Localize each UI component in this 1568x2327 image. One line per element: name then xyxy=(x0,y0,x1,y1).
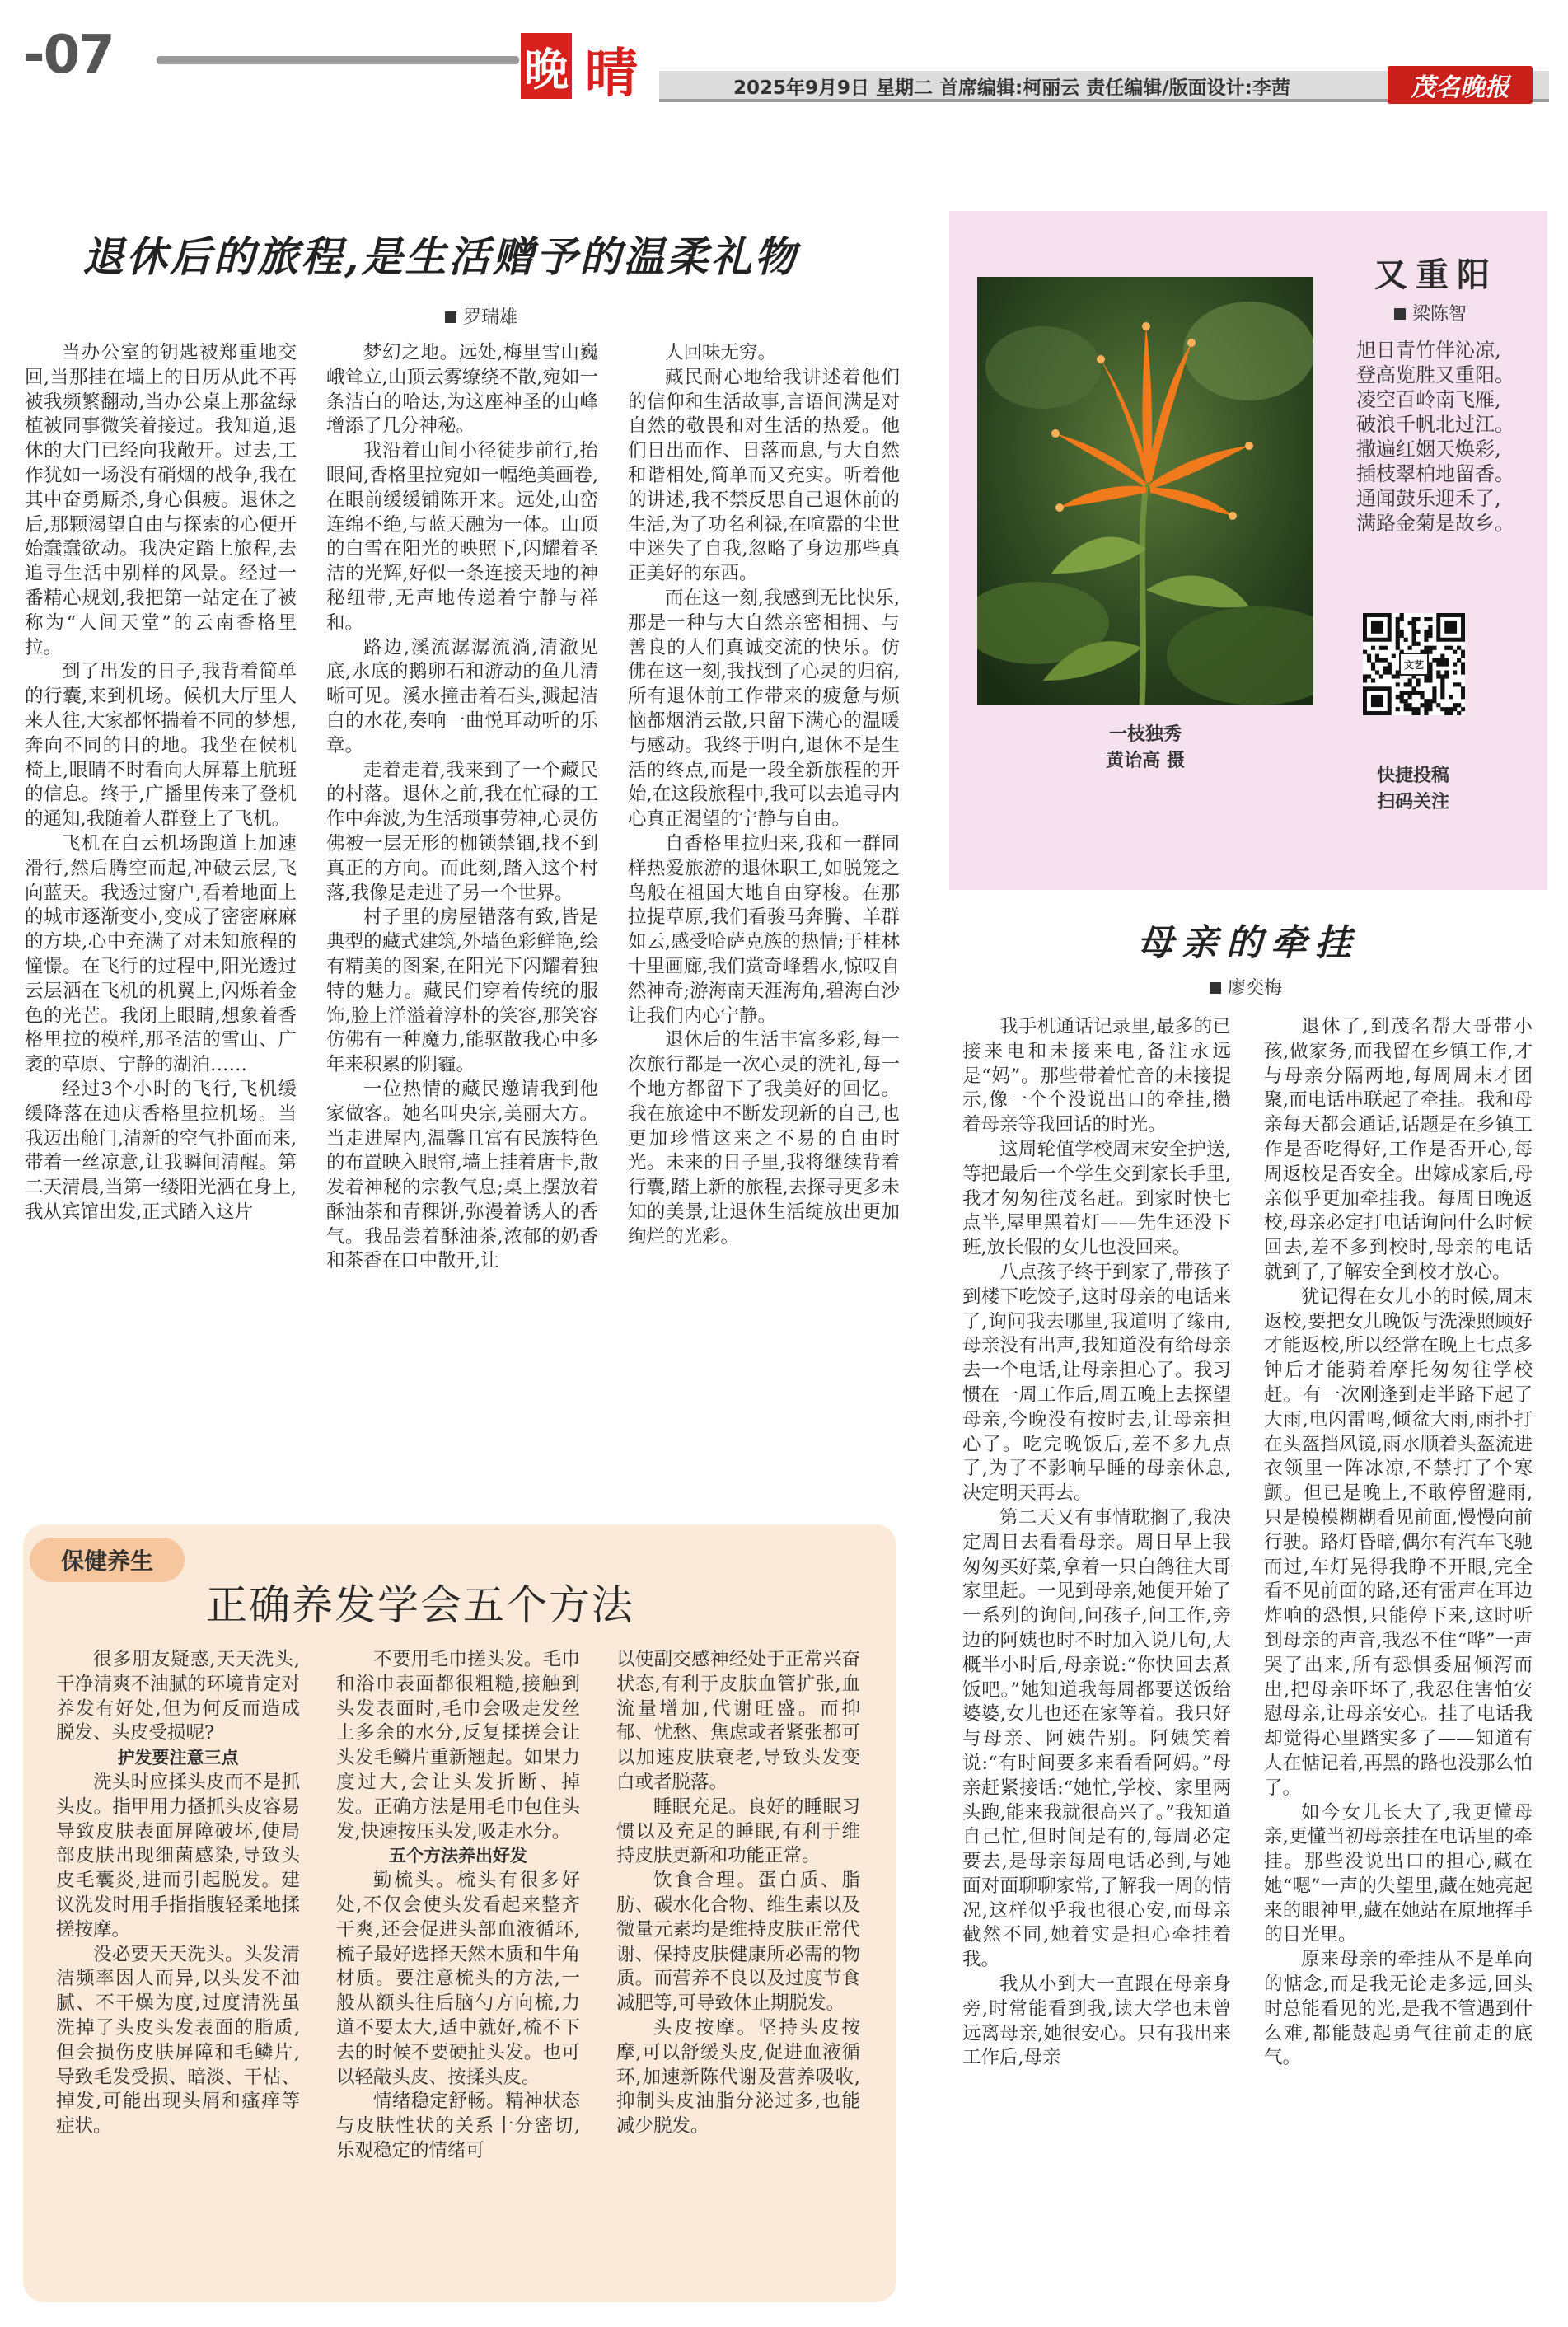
paragraph: 八点孩子终于到家了,带孩子到楼下吃饺子,这时母亲的电话来了,询问我去哪里,我道明了缘由,母亲没有出声,我知道没有给母亲去一个电话,让母亲担心了。我习惯在一周工作后,周五晚上去探望母亲,今晚没有按时去,让母亲担心了。吃完晚饭后,差不多九点了,为了不影响早睡的母亲休息,决定明天再去。 xyxy=(962,1261,1231,1505)
paragraph: 当办公室的钥匙被郑重地交回,当那挂在墙上的日历从此不再被我频繁翻动,当办公桌上那盆绿植被同事微笑着接过。我知道,退休的大门已经向我敞开。过去,工作犹如一场没有硝烟的战争,我在其中奋勇厮杀,身心俱疲。退休之后,那颗渴望自由与探索的心便开始蠢蠢欲动。我决定踏上旅程,去追寻生活中别样的风景。经过一番精心规划,我把第一站定在了被称为“人间天堂”的云南香格里拉。 xyxy=(25,342,297,658)
paragraph: 这周轮值学校周末安全护送,等把最后一个学生交到家长手里,我才匆匆往茂名赶。到家时快七点半,屋里黑着灯——先生还没下班,放长假的女儿也没回来。 xyxy=(962,1138,1231,1259)
poem-title: 又重阳 xyxy=(1374,255,1498,294)
paragraph: 人回味无穷。 xyxy=(665,342,777,363)
byline-square-icon xyxy=(445,311,456,323)
paragraph: 我手机通话记录里,最多的已接来电和未接来电,备注永远是“妈”。那些带着忙音的未接提示,像一个个没说出口的牵挂,攒着母亲等我回话的时光。 xyxy=(962,1016,1231,1136)
article1-title: 退休后的旅程,是生活赠予的温柔礼物 xyxy=(82,232,798,281)
paragraph: 饮食合理。蛋白质、脂肪、碳水化合物、维生素以及微量元素均是维持皮肤正常代谢、保持皮肤健康所必需的物质。而营养不良以及过度节食减肥等,可导致休止期脱发。 xyxy=(616,1870,860,2015)
paragraph: 自香格里拉归来,我和一群同样热爱旅游的退休职工,如脱笼之鸟般在祖国大地自由穿梭。在那拉提草原,我们看骏马奔腾、羊群如云,感受哈萨克族的热情;于桂林十里画廊,我们赏奇峰碧水,惊叹自然神奇;游海南天涯海角,碧海白沙让我们内心宁静。 xyxy=(628,832,900,1027)
photo-caption xyxy=(977,722,1313,775)
article2-column-1 xyxy=(962,1015,1231,2309)
paragraph: 梦幻之地。远处,梅里雪山巍峨耸立,山顶云雾缭绕不散,宛如一条洁白的哈达,为这座神圣的山峰增添了几分神秘。 xyxy=(326,342,598,438)
photo-caption-title: 一枝独秀 xyxy=(1108,724,1182,745)
qr-center-label: 文艺 xyxy=(1399,653,1429,676)
article1-author: 罗瑞雄 xyxy=(463,307,518,328)
poem-line: 通闻鼓乐迎禾了, xyxy=(1356,487,1501,510)
qr-caption-line2: 扫码关注 xyxy=(1376,792,1449,812)
paragraph: 很多朋友疑惑,天天洗头,干净清爽不油腻的环境肯定对养发有好处,但为何反而造成脱发、头皮受损呢? xyxy=(56,1649,300,1744)
article2-column-2 xyxy=(1264,1015,1533,2309)
paragraph: 退休后的生活丰富多彩,每一次旅行都是一次心灵的洗礼,每一个地方都留下了我美好的回忆。我在旅途中不断发现新的自己,也更加珍惜这来之不易的自由时光。未来的日子里,我将继续背着行囊,踏上新的旅程,去探寻更多未知的美景,让退休生活绽放出更加绚烂的光彩。 xyxy=(628,1029,900,1248)
section-name-second-char: 晴 xyxy=(585,44,638,105)
paragraph: 我沿着山间小径徒步前行,抬眼间,香格里拉宛如一幅绝美画卷,在眼前缓缓铺陈开来。远处,山峦连绵不绝,与蓝天融为一体。山顶的白雪在阳光的映照下,闪耀着圣洁的光辉,好似一条连接天地的神秘纽带,无声地传递着宁静与祥和。 xyxy=(326,440,598,634)
paragraph: 洗头时应揉头皮而不是抓头皮。指甲用力搔抓头皮容易导致皮肤表面屏障破坏,使局部皮肤出现细菌感染,导致头皮毛囊炎,进而引起脱发。建议洗发时用手指指腹轻柔地揉搓按摩。 xyxy=(56,1771,300,1941)
health-column-2 xyxy=(336,1648,580,2283)
section-name-first-char: 晚 xyxy=(521,33,572,99)
poem-line: 旭日青竹伴沁凉, xyxy=(1356,339,1501,362)
subheading: 护发要注意三点 xyxy=(117,1748,239,1768)
header-rule xyxy=(157,56,519,64)
poem-line: 撒遍红姻天焕彩, xyxy=(1356,438,1501,461)
poem-author: 梁陈智 xyxy=(1412,304,1467,325)
health-column-1 xyxy=(56,1648,300,2283)
paragraph: 不要用毛巾搓头发。毛巾和浴巾表面都很粗糙,接触到头发表面时,毛巾会吸走发丝上多余的水分,反复揉搓会让头发毛鳞片重新翘起。如果力度过大,会让头发折断、掉发。正确方法是用毛巾包住头发,快速按压头发,吸走水分。 xyxy=(336,1649,580,1842)
byline-square-icon xyxy=(1210,982,1221,994)
subheading: 五个方法养出好发 xyxy=(389,1846,527,1866)
qr-code[interactable] xyxy=(1363,613,1465,715)
paragraph: 一位热情的藏民邀请我到他家做客。她名叫央宗,美丽大方。当走进屋内,温馨且富有民族特色的布置映入眼帘,墙上挂着唐卡,散发着神秘的宗教气息;桌上摆放着酥油茶和青稞饼,弥漫着诱人的香气。我品尝着酥油茶,浓郁的奶香和茶香在口中散开,让 xyxy=(326,1078,598,1272)
paragraph: 退休了,到茂名帮大哥带小孩,做家务,而我留在乡镇工作,才与母亲分隔两地,每周周末才团聚,而电话串联起了牵挂。我和母亲每天都会通话,话题是在乡镇工作是否吃得好,工作是否开心,每周返校是否安全。出嫁成家后,母亲似乎更加牵挂我。每周日晚返校,母亲必定打电话询问什么时候回去,差不多到校时,母亲的电话就到了,了解安全到校才放心。 xyxy=(1264,1016,1533,1283)
byline-square-icon xyxy=(1394,308,1406,320)
photo-caption-credit: 黄诒高 摄 xyxy=(1106,751,1185,771)
qr-caption xyxy=(1343,763,1483,816)
health-section-tag: 保健养生 xyxy=(30,1538,185,1582)
article1-column-3 xyxy=(628,341,900,1412)
paragraph: 到了出发的日子,我背着简单的行囊,来到机场。候机大厅里人来人往,大家都怀揣着不同的梦想,奔向不同的目的地。我坐在候机椅上,眼睛不时看向大屏幕上航班的信息。终于,广播里传来了登机的通知,我随着人群登上了飞机。 xyxy=(25,661,297,831)
paragraph: 经过3个小时的飞行,飞机缓缓降落在迪庆香格里拉机场。当我迈出舱门,清新的空气扑面而来,带着一丝凉意,让我瞬间清醒。第二天清晨,当第一缕阳光洒在身上,我从宾馆出发,正式踏入这片 xyxy=(25,1078,297,1223)
poem-line: 满路金菊是故乡。 xyxy=(1356,512,1514,535)
flower-photo xyxy=(977,277,1313,705)
paragraph: 睡眠充足。良好的睡眠习惯以及充足的睡眠,有利于维持皮肤更新和功能正常。 xyxy=(616,1796,860,1867)
paragraph: 第二天又有事情耽搁了,我决定周日去看看母亲。周日早上我匆匆买好菜,拿着一只白鸽往大哥家里赶。一见到母亲,她便开始了一系列的询问,问孩子,问工作,旁边的阿姨也时不时加入说几句,大概半小时后,母亲说:“你快回去煮饭吧。”她知道我每周都要送饭给婆婆,女儿也还在家等着。我只好与母亲、阿姨告别。阿姨笑着说:“有时间要多来看看阿妈。”母亲赶紧接话:“她忙,学校、家里两头跑,能来我就很高兴了。”我知道自己忙,但时间是有的,每周必定要去,是母亲每周电话必到,与她面对面聊聊家常,了解我一周的情况,这样似乎我也很心安,而母亲截然不同,她着实是担心牵挂着我。 xyxy=(962,1506,1231,1971)
paragraph: 头皮按摩。坚持头皮按摩,可以舒缓头皮,促进血液循环,加速新陈代谢及营养吸收,抑制头皮油脂分泌过多,也能减少脱发。 xyxy=(616,2016,860,2137)
paragraph: 村子里的房屋错落有致,皆是典型的藏式建筑,外墙色彩鲜艳,绘有精美的图案,在阳光下闪耀着独特的魅力。藏民们穿着传统的服饰,脸上洋溢着淳朴的笑容,那笑容仿佛有一种魔力,能驱散我心中多年来积累的阴霾。 xyxy=(326,906,598,1076)
article1-column-1 xyxy=(25,341,297,1412)
poem-line: 插枝翠柏地留香。 xyxy=(1356,462,1514,485)
paragraph: 走着走着,我来到了一个藏民的村落。退休之前,我在忙碌的工作中奔波,为生活琐事劳神,心灵仿佛被一层无形的枷锁禁锢,找不到真正的方向。而此刻,踏入这个村落,我像是走进了另一个世界。 xyxy=(326,759,598,904)
paragraph: 犹记得在女儿小的时候,周末返校,要把女儿晚饭与洗澡照顾好才能返校,所以经常在晚上七点多钟后才能骑着摩托匆匆往学校赶。有一次刚逢到走半路下起了大雨,电闪雷鸣,倾盆大雨,雨扑打在头盔挡风镜,雨水顺着头盔流进衣领里一阵冰凉,不禁打了个寒颤。但已是晚上,不敢停留避雨,只是模模糊糊看见前面,慢慢向前行驶。路灯昏暗,偶尔有汽车飞驰而过,车灯晃得我睁不开眼,完全看不见前面的路,还有雷声在耳边炸响的恐惧,只能停下来,这时听到母亲的声音,我忍不住“哗”一声哭了出来,所有恐惧委屈倾泻而出,把母亲吓坏了,我忍住害怕安慰母亲,让母亲安心。挂了电话我却觉得心里踏实多了——知道有人在惦记着,再黑的路也没那么怕了。 xyxy=(1264,1285,1533,1799)
issue-info: 2025年9月9日 星期二 首席编辑:柯丽云 责任编辑/版面设计:李茜 xyxy=(733,77,1290,99)
poem-line: 凌空百岭南飞雁, xyxy=(1356,388,1501,411)
flower-photo-image xyxy=(977,277,1313,705)
paragraph: 没必要天天洗头。头发清洁频率因人而异,以头发不油腻、不干燥为度,过度清洗虽洗掉了头皮头发表面的脂质,但会损伤皮肤屏障和毛鳞片,导致毛发受损、暗淡、干枯、掉发,可能出现头屑和瘙痒等症状。 xyxy=(56,1943,300,2137)
page-number: -07 xyxy=(23,25,114,86)
paragraph: 如今女儿长大了,我更懂母亲,更懂当初母亲挂在电话里的牵挂。那些没说出口的担心,藏在她“嗯”一声的失望里,藏在她亮起来的眼神里,藏在她站在原地挥手的目光里。 xyxy=(1264,1801,1533,1946)
article2-byline xyxy=(1210,974,1282,1000)
article1-byline xyxy=(445,303,517,329)
paragraph: 情绪稳定舒畅。精神状态与皮肤性状的关系十分密切,乐观稳定的情绪可 xyxy=(336,2091,580,2161)
paragraph: 而在这一刻,我感到无比快乐,那是一种与大自然亲密相拥、与善良的人们真诚交流的快乐。仿佛在这一刻,我找到了心灵的归宿,所有退休前工作带来的疲惫与烦恼都烟消云散,只留下满心的温暖与感动。我终于明白,退休不是生活的终点,而是一段全新旅程的开始,在这段旅程中,我可以去追寻内心真正渴望的宁静与自由。 xyxy=(628,587,900,831)
newspaper-logo: 茂名晚报 xyxy=(1388,66,1533,104)
poem-text xyxy=(1356,338,1521,536)
paragraph: 原来母亲的牵挂从不是单向的惦念,而是我无论走多远,回头时总能看见的光,是我不管遇到什么难,都能鼓起勇气往前走的底气。 xyxy=(1264,1949,1533,2069)
poem-line: 登高览胜又重阳。 xyxy=(1356,363,1514,386)
paragraph: 我从小到大一直跟在母亲身旁,时常能看到我,读大学也未曾远离母亲,她很安心。只有我出来工作后,母亲 xyxy=(962,1974,1231,2069)
paragraph: 飞机在白云机场跑道上加速滑行,然后腾空而起,冲破云层,飞向蓝天。我透过窗户,看着地面上的城市逐渐变小,变成了密密麻麻的方块,心中充满了对未知旅程的憧憬。在飞行的过程中,阳光透过云层洒在飞机的机翼上,闪烁着金色的光芒。我闭上眼睛,想象着香格里拉的模样,那圣洁的雪山、广袤的草原、宁静的湖泊…… xyxy=(25,832,297,1076)
health-column-3 xyxy=(616,1648,860,2283)
poem-byline xyxy=(1394,300,1467,325)
poem-line: 破浪千帆北过江。 xyxy=(1356,413,1514,436)
qr-caption-line1: 快捷投稿 xyxy=(1376,766,1449,786)
paragraph: 勤梳头。梳头有很多好处,不仅会使头发看起来整齐干爽,还会促进头部血液循环,梳子最好选择天然木质和牛角材质。要注意梳头的方法,一般从额头往后脑勺方向梳,力道不要太大,适中就好,梳不下去的时候不要硬扯头发。也可以轻敲头皮、按揉头皮。 xyxy=(336,1870,580,2088)
health-title: 正确养发学会五个方法 xyxy=(206,1581,634,1629)
paragraph: 藏民耐心地给我讲述着他们的信仰和生活故事,言语间满是对自然的敬畏和对生活的热爱。他们日出而作、日落而息,与大自然和谐相处,简单而又充实。听着他的讲述,我不禁反思自己退休前的生活,为了功名利禄,在喧嚣的尘世中迷失了自我,忽略了身边那些真正美好的东西。 xyxy=(628,366,900,585)
article1-column-2 xyxy=(326,341,598,1412)
article2-title: 母亲的牵挂 xyxy=(1137,922,1360,964)
paragraph: 以使副交感神经处于正常兴奋状态,有利于皮肤血管扩张,血流量增加,代谢旺盛。而抑郁、忧愁、焦虑或者紧张都可以加速皮肤衰老,导致头发变白或者脱落。 xyxy=(616,1649,860,1793)
article2-author: 廖奕梅 xyxy=(1228,978,1283,999)
paragraph: 路边,溪流潺潺流淌,清澈见底,水底的鹅卵石和游动的鱼儿清晰可见。溪水撞击着石头,溅起洁白的水花,奏响一曲悦耳动听的乐章。 xyxy=(326,636,598,756)
